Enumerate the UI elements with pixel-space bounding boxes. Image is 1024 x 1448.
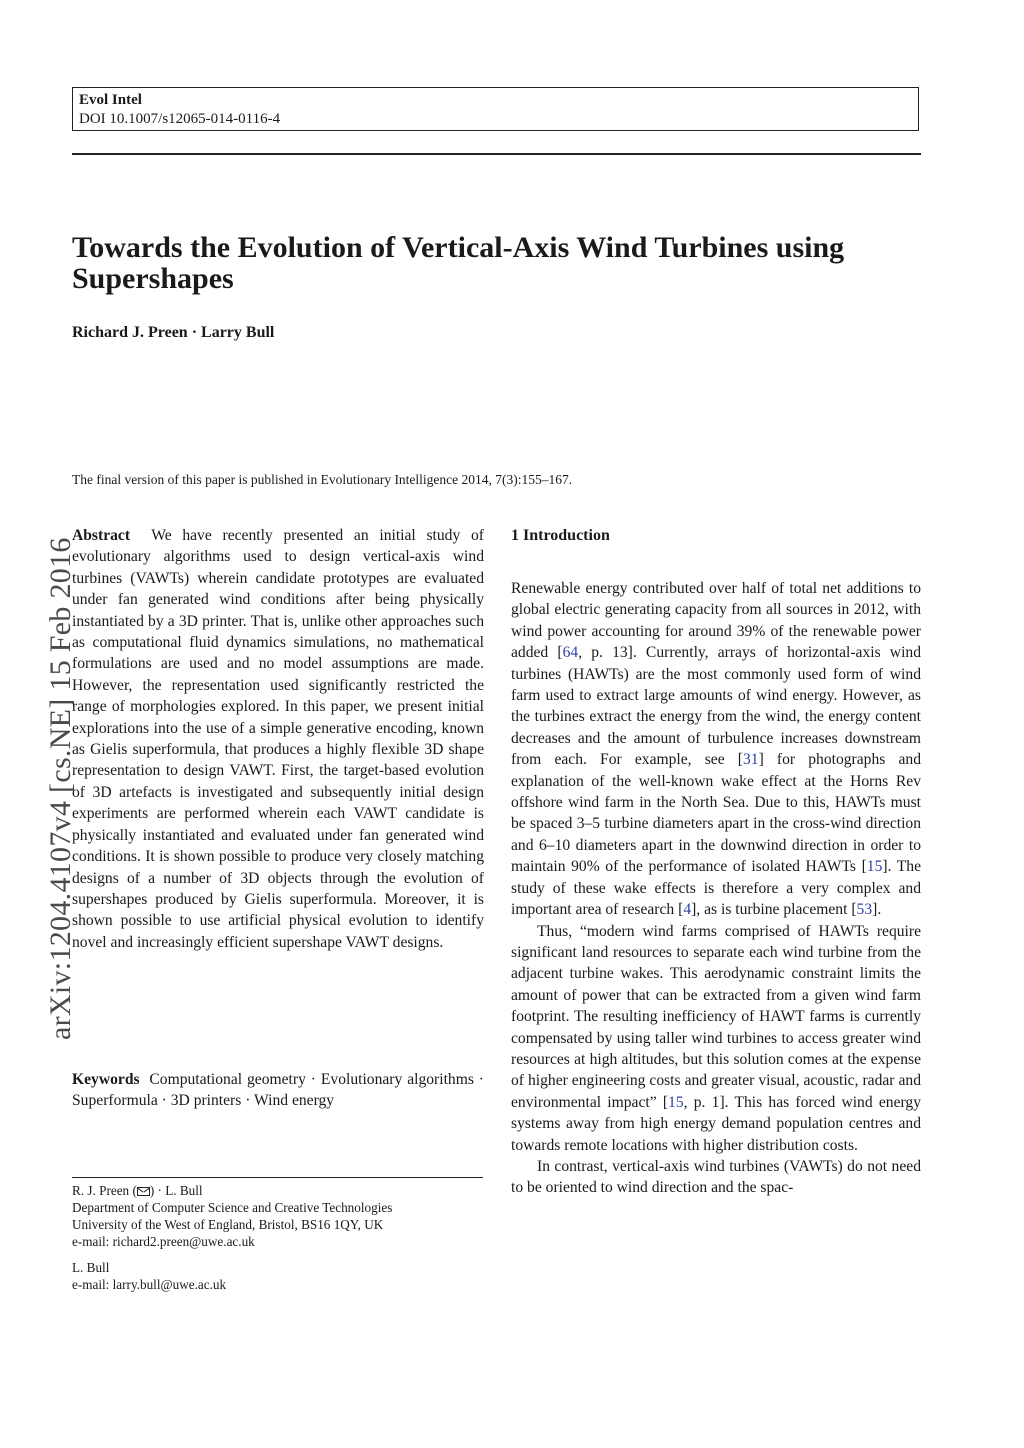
intro-paragraph-1: Renewable energy contributed over half of total net additions to global electric generating capacity from all sources in 2012, with wind power accounting for around 39% of the renewable power added [64, p. 13]. Currently, arrays of horizontal-axis wind turbines (HAWTs) are the most commonly used form of wind farm used to extract large amounts of wind energy. However, as the turbines extract the energy from the wind, the energy content decreases and the amount of turbulence increases downstream from each. For example, see [31] for photographs and explanation of the well-known wake effect at the Horns Rev offshore wind farm in the North Sea. Due to this, HAWTs must be spaced 3–5 turbine diameters apart in the cross-wind direction and 6–10 diameters apart in the downwind direction in order to maintain 90% of the performance of isolated HAWTs [15]. The study of these wake effects is therefore a very complex and important area of research [4], as is turbine placement [53]. — [511, 580, 922, 919]
affiliation-university: University of the West of England, Bristol, BS16 1QY, UK — [72, 1217, 384, 1232]
envelope-icon — [137, 1187, 150, 1196]
keywords-text: Computational geometry · Evolutionary algorithms · Superformula · 3D printers · Wind energy — [72, 1071, 484, 1110]
journal-header-box — [72, 87, 919, 131]
abstract-label: Abstract — [72, 527, 131, 544]
section-heading-introduction: 1 Introduction — [511, 527, 610, 544]
journal-doi: DOI 10.1007/s12065-014-0116-4 — [79, 111, 281, 127]
citation-link[interactable]: 64 — [562, 644, 579, 662]
affiliation-department: Department of Computer Science and Creative Technologies — [72, 1200, 393, 1215]
right-column — [511, 525, 921, 1199]
citation-link[interactable]: 15 — [866, 858, 883, 876]
author-list: Richard J. Preen · Larry Bull — [72, 324, 275, 341]
paper-title: Towards the Evolution of Vertical-Axis Wind Turbines using Supershapes — [72, 231, 845, 295]
header-rule — [72, 153, 921, 155]
abstract-text: We have recently presented an initial study of evolutionary algorithms used to design vertical-axis wind turbines (VAWTs) wherein candidate prototypes are evaluated under fan generated wind conditions after being physically instantiated by a 3D printer. That is, unlike other approaches such as computational fluid dynamics simulations, no mathematical formulations are used and no model assumptions are made. However, the representation used significantly restricted the range of morphologies explored. In this paper, we present initial explorations into the use of a simple generative encoding, known as Gielis superformula, that produces a highly flexible 3D shape representation to design VAWT. First, the target-based evolution of 3D artefacts is investigated and subsequently initial design experiments are performed wherein each VAWT candidate is physically instantiated and evaluated under fan generated wind conditions. It is shown possible to produce very closely matching designs of a number of 3D objects through the evolution of supershapes produced by Gielis superformula. Moreover, it is shown possible to use artificial physical evolution to identify novel and increasingly efficient supershape VAWT designs. — [72, 527, 484, 951]
footnote-rule — [72, 1177, 483, 1178]
arxiv-stamp: arXiv:1204.4107v4 [cs.NE] 15 Feb 2016 — [44, 537, 77, 1040]
email-preen: e-mail: richard2.preen@uwe.ac.uk — [72, 1234, 255, 1249]
journal-name: Evol Intel — [79, 92, 142, 108]
author-bull: L. Bull — [72, 1260, 110, 1275]
abstract — [72, 525, 484, 953]
keywords — [72, 1069, 484, 1112]
intro-paragraph-3: In contrast, vertical-axis wind turbines (VAWTs) do not need to be oriented to wind direction and the spac- — [511, 1157, 921, 1197]
author-affiliation-footnote: R. J. Preen ( ) · L. Bull Department of Computer Science and Creative Technologies University of the West of England, Bristol, BS16 1QY, UK e-mail: richard2.preen@uwe.ac.uk L. Bull e-mail: larry.bull@uwe.ac.uk — [72, 1182, 492, 1293]
citation-link[interactable]: 15 — [668, 1093, 684, 1111]
email-bull: e-mail: larry.bull@uwe.ac.uk — [72, 1277, 227, 1292]
intro-paragraph-2: Thus, “modern wind farms comprised of HAWTs require significant land resources to separate each wind turbine from the adjacent turbine wakes. This aerodynamic constraint limits the amount of power that can be extracted from a given wind farm footprint. The resulting inefficiency of HAWT farms is currently compensated by using taller wind turbines to access greater wind resources at high altitudes, but this solution comes at the expense of higher engineering costs and greater visual, acoustic, radar and environmental impact” [15, p. 1]. This has forced wind energy systems away from high energy demand population centres and towards remote locations with higher distribution costs. — [511, 922, 921, 1154]
publication-note: The final version of this paper is published in Evolutionary Intelligence 2014, 7(3):155–167. — [72, 472, 573, 487]
citation-link[interactable]: 53 — [856, 901, 873, 919]
keywords-label: Keywords — [72, 1071, 140, 1088]
citation-link[interactable]: 31 — [742, 751, 759, 769]
citation-link[interactable]: 4 — [683, 901, 692, 919]
left-column — [72, 525, 484, 953]
